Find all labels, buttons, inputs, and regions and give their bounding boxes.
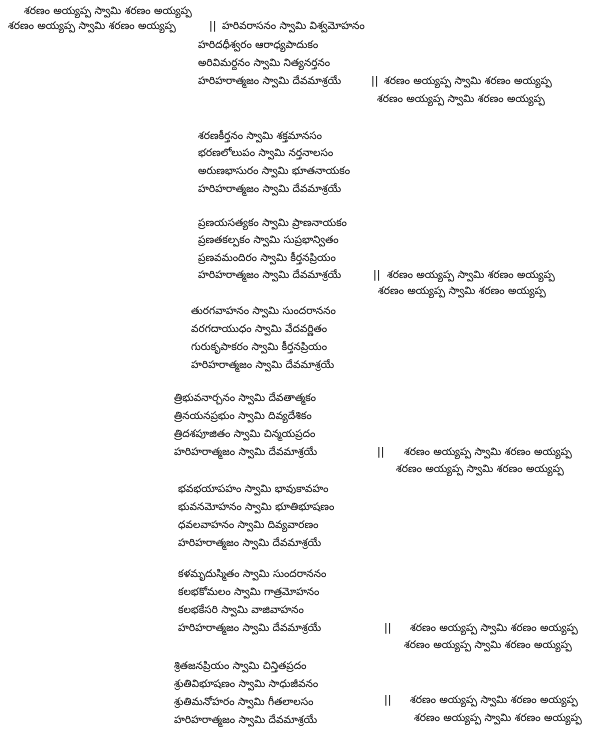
refrain-line: శరణం అయ్యప్ప స్వామి శరణం అయ్యప్ప — [384, 75, 552, 87]
verse-line: హరిహరాత్మజం స్వామి దేవమాశ్రయే — [198, 183, 342, 195]
refrain-line: శరణం అయ్యప్ప స్వామి శరణం అయ్యప్ప — [414, 712, 582, 724]
verse-line: ప్రణవమందిరం స్వామి కీర్తనప్రియం — [198, 252, 336, 264]
refrain-line: శరణం అయ్యప్ప స్వామి శరణం అయ్యప్ప — [410, 622, 578, 634]
verse-line: తురగవాహనం స్వామి సుందరాననం — [191, 305, 336, 317]
separator: || — [384, 621, 392, 634]
verse-line: శ్రితజనప్రియం స్వామి చిన్తితప్రదం — [174, 660, 307, 672]
refrain-line: శరణం అయ్యప్ప స్వామి శరణం అయ్యప్ప — [378, 285, 546, 297]
verse-line: కళమృదుస్మితం స్వామి సుందరాననం — [178, 568, 327, 580]
verse-line: శరణకీర్తనం స్వామి శక్తమానసం — [198, 130, 322, 142]
verse-line: హరిహరాత్మజం స్వామి దేవమాశ్రయే — [178, 622, 322, 634]
verse-line: త్రిభువనార్చనం స్వామి దేవతాత్మకం — [174, 392, 317, 404]
refrain-line: శరణం అయ్యప్ప స్వామి శరణం అయ్యప్ప — [396, 463, 564, 475]
verse-line: త్రిదశపూజితం స్వామి చిన్మయప్రదం — [174, 428, 316, 440]
verse-line: భరణలోలుపం స్వామి నర్తనాలసం — [198, 147, 334, 159]
refrain-line: శరణం అయ్యప్ప స్వామి శరణం అయ్యప్ప — [377, 93, 545, 105]
header-line-1: శరణం అయ్యప్ప స్వామి శరణం అయ్యప్ప — [24, 5, 192, 17]
verse-line: హరిహరాత్మజం స్వామి దేవమాశ్రయే — [174, 714, 318, 726]
separator: || — [371, 74, 379, 87]
verse-line: అరివిమర్దనం స్వామి నిత్యనర్తనం — [198, 57, 331, 69]
separator: || — [209, 19, 217, 32]
verse-line: హరిహరాత్మజం స్వామి దేవమాశ్రయే — [174, 446, 318, 458]
verse-line: కలభకేసరి స్వామి వాజివాహనం — [178, 604, 304, 616]
verse-line: శ్రుతివిభూషణం స్వామి సాధుజీవనం — [174, 678, 319, 690]
verse-line: ధవలవాహనం స్వామి దివ్యవారణం — [178, 519, 319, 531]
verse-line: హరిహరాత్మజం స్వామి దేవమాశ్రయే — [178, 537, 322, 549]
refrain-line: శరణం అయ్యప్ప స్వామి శరణం అయ్యప్ప — [387, 269, 555, 281]
verse-line: హరిహరాత్మజం స్వామి దేవమాశ్రయే — [191, 359, 335, 371]
verse-line: ప్రణయసత్యకం స్వామి ప్రాణనాయకం — [198, 217, 347, 229]
verse-line: హరిహరాత్మజం స్వామి దేవమాశ్రయే — [198, 75, 342, 87]
refrain-line: శరణం అయ్యప్ప స్వామి శరణం అయ్యప్ప — [410, 694, 578, 706]
verse-line: భువనమోహనం స్వామి భూతిభూషణం — [178, 501, 335, 513]
separator: || — [384, 693, 392, 706]
verse-line: ప్రణతకల్పకం స్వామి సుప్రభాన్వితం — [198, 234, 339, 246]
verse-line: భవభయాపహం స్వామి భావుకావహం — [178, 483, 329, 495]
verse-line: వరగదాయుధం స్వామి వేదవర్ణితం — [191, 323, 328, 335]
refrain-line: శరణం అయ్యప్ప స్వామి శరణం అయ్యప్ప — [404, 446, 572, 458]
verse-line: గురుకృపాకరం స్వామి కీర్తనప్రియం — [191, 341, 328, 353]
verse-line: శ్రుతిమనోహరం స్వామి గీతలాలసం — [174, 696, 314, 708]
verse-line: హరిదధీశ్వరం ఆరాధ్యపాదుకం — [198, 39, 319, 51]
verse-line: త్రినయనప్రభుం స్వామి దివ్యదేశికం — [174, 410, 312, 422]
verse-line: అరుణభాసురం స్వామి భూతనాయకం — [198, 165, 351, 177]
header-line-2: శరణం అయ్యప్ప స్వామి శరణం అయ్యప్ప — [8, 20, 176, 32]
separator: || — [377, 445, 385, 458]
refrain-line: శరణం అయ్యప్ప స్వామి శరణం అయ్యప్ప — [404, 639, 572, 651]
verse-line: హరివరాసనం స్వామి విశ్వమోహనం — [222, 20, 365, 32]
separator: || — [373, 268, 381, 281]
verse-line: కలభకోమలం స్వామి గాత్రమోహనం — [178, 586, 320, 598]
verse-line: హరిహరాత్మజం స్వామి దేవమాశ్రయే — [198, 269, 342, 281]
